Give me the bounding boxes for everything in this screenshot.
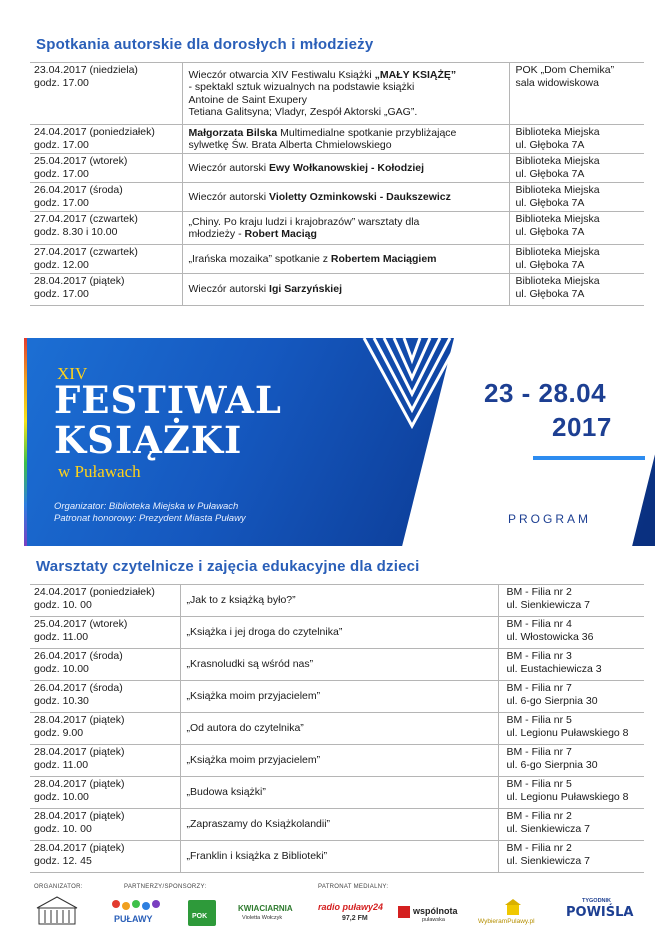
row-place-name: BM - Filia nr 2 — [506, 810, 572, 822]
row-description-line: „Książka moim przyjacielem” — [186, 754, 321, 767]
library-building-logo-icon — [34, 894, 80, 928]
row-date-cell — [30, 777, 180, 809]
row-place-name: POK „Dom Chemika” — [515, 64, 615, 76]
row-place-cell — [498, 713, 644, 745]
row-description-cell — [180, 681, 498, 713]
wybieram-pulawy-logo — [478, 898, 550, 930]
section-title-authors: Spotkania autorskie dla dorosłych i młodzieży — [36, 36, 374, 53]
row-time: godz. 9.00 — [34, 726, 84, 739]
row-place-address: ul. Legionu Puławskiego 8 — [506, 790, 629, 803]
row-date: 25.04.2017 (wtorek) — [34, 155, 128, 167]
row-place-address: ul. Głęboka 7A — [515, 287, 585, 300]
banner-title-line2: KSIĄŻKI — [54, 418, 243, 462]
table-row — [30, 125, 644, 154]
row-description-cell — [180, 649, 498, 681]
row-description-bold: Violetty Ozminkowski - Daukszewicz — [269, 190, 451, 203]
footer-label-partners: PARTNERZY/SPONSORZY: — [124, 884, 207, 890]
tygodnik-logo-text: TYGODNIK — [582, 898, 612, 904]
row-place-address: ul. 6-go Sierpnia 30 — [506, 758, 598, 771]
row-place-cell — [509, 212, 644, 245]
row-description-line: Małgorzata Bilska Multimedialne spotkanie przybliżające — [188, 126, 457, 139]
row-place-name: Biblioteka Miejska — [515, 126, 600, 138]
kwiaciarnia-logo-text: KWIACIARNIA — [238, 904, 293, 913]
wspolnota-logo — [398, 904, 464, 926]
row-date: 28.04.2017 (piątek) — [34, 746, 125, 758]
row-description-line: „Książka moim przyjacielem” — [186, 690, 321, 703]
row-description-line: „Chiny. Po kraju ludzi i krajobrazów” warsztaty dla — [188, 215, 420, 228]
row-date: 28.04.2017 (piątek) — [34, 714, 125, 726]
row-description-line: Wieczór autorski Igi Sarzyńskiej — [188, 283, 342, 296]
authors-schedule-table — [30, 62, 644, 306]
banner-edition: XIV — [57, 364, 88, 383]
row-time: godz. 17.00 — [34, 76, 89, 89]
row-place-address: ul. Głęboka 7A — [515, 258, 585, 271]
row-description-cell — [182, 274, 509, 306]
table-row — [30, 245, 644, 274]
pulawy-figures-icon — [108, 898, 164, 914]
row-place-name: BM - Filia nr 3 — [506, 650, 572, 662]
table-row — [30, 841, 644, 873]
row-date: 26.04.2017 (środa) — [34, 650, 123, 662]
row-date-cell — [30, 649, 180, 681]
row-date: 28.04.2017 (piątek) — [34, 810, 125, 822]
row-place-name: BM - Filia nr 2 — [506, 842, 572, 854]
row-date-cell — [30, 63, 182, 125]
row-description-line: „Jak to z książką było?” — [186, 594, 296, 607]
table-row — [30, 649, 644, 681]
row-time: godz. 17.00 — [34, 287, 89, 300]
row-description-bold: Ewy Wołkanowskiej - Kołodziej — [269, 161, 425, 174]
wspolnota-mark-icon — [398, 906, 410, 918]
row-time: godz. 12. 45 — [34, 854, 92, 867]
row-description-line: - spektakl sztuk wizualnych na podstawie książki — [188, 81, 415, 93]
banner-title-line1: FESTIWAL — [54, 378, 282, 422]
row-place-address: ul. Głęboka 7A — [515, 196, 585, 209]
row-description-bold: Robertem Maciągiem — [330, 252, 437, 265]
row-place-name: Biblioteka Miejska — [515, 275, 600, 287]
row-description-cell — [182, 63, 509, 125]
row-description-cell — [180, 617, 498, 649]
row-description-cell — [180, 777, 498, 809]
wspolnota-logo-text: wspólnota — [413, 906, 458, 916]
row-date-cell — [30, 617, 180, 649]
workshops-schedule-table — [30, 584, 644, 873]
row-date: 28.04.2017 (piątek) — [34, 842, 125, 854]
row-place-address: ul. Sienkiewicza 7 — [506, 854, 590, 867]
row-description-cell — [180, 713, 498, 745]
table-row — [30, 777, 644, 809]
row-description-line: „Irańska mozaika” spotkanie z Robertem Maciągiem — [188, 252, 437, 265]
row-time: godz. 8.30 i 10.00 — [34, 225, 118, 238]
table-row — [30, 183, 644, 212]
row-date-cell — [30, 841, 180, 873]
row-place-cell — [498, 777, 644, 809]
section-title-workshops: Warsztaty czytelnicze i zajęcia edukacyjne dla dzieci — [36, 558, 420, 575]
row-description-line: „Franklin i książka z Biblioteki” — [186, 850, 328, 863]
row-description-cell — [180, 809, 498, 841]
row-place-name: Biblioteka Miejska — [515, 246, 600, 258]
row-place-name: BM - Filia nr 2 — [506, 586, 572, 598]
row-date-cell — [30, 183, 182, 212]
table-row — [30, 154, 644, 183]
row-date-cell — [30, 245, 182, 274]
row-description-bold: „MAŁY KSIĄŻĘ” — [374, 68, 457, 81]
table-row — [30, 212, 644, 245]
row-place-name: BM - Filia nr 7 — [506, 746, 572, 758]
row-place-address: ul. Głęboka 7A — [515, 138, 585, 151]
row-date-cell — [30, 745, 180, 777]
banner-patron: Patronat honorowy: Prezydent Miasta Puławy — [54, 513, 246, 524]
row-place-address: ul. Głęboka 7A — [515, 167, 585, 180]
table-row — [30, 681, 644, 713]
row-description-cell — [182, 245, 509, 274]
row-description-line: Antoine de Saint Exupery — [188, 93, 307, 106]
table-row — [30, 274, 644, 306]
wybieram-logo-text: WybieramPulawy.pl — [478, 918, 535, 925]
row-date-cell — [30, 585, 180, 617]
row-date-cell — [30, 274, 182, 306]
banner-dates: 23 - 28.04 — [484, 378, 607, 408]
row-date: 28.04.2017 (piątek) — [34, 778, 125, 790]
banner-accent-line — [533, 456, 645, 460]
banner-rainbow-stripe — [24, 338, 27, 546]
row-description-cell — [182, 125, 509, 154]
banner-year: 2017 — [552, 412, 612, 442]
radio-logo-freq: 97,2 FM — [342, 915, 368, 922]
row-place-cell — [509, 245, 644, 274]
row-time: godz. 10.00 — [34, 790, 89, 803]
row-description-line: „Od autora do czytelnika” — [186, 722, 304, 735]
row-place-address: ul. 6-go Sierpnia 30 — [506, 694, 598, 707]
row-place-name: Biblioteka Miejska — [515, 213, 600, 225]
row-time: godz. 10. 00 — [34, 598, 92, 611]
row-time: godz. 10. 00 — [34, 822, 92, 835]
row-place-name: BM - Filia nr 4 — [506, 618, 572, 630]
pulawy-logo-text: PUŁAWY — [114, 914, 153, 924]
row-place-cell — [509, 183, 644, 212]
wybieram-building-icon — [504, 898, 522, 916]
radio-pulawy-logo — [318, 900, 384, 930]
row-place-cell — [498, 585, 644, 617]
pok-logo — [188, 900, 216, 926]
table-row — [30, 809, 644, 841]
chevron-logo-icon — [362, 338, 462, 430]
table-row — [30, 617, 644, 649]
row-description-line: sylwetkę Św. Brata Alberta Chmielowskiego — [188, 139, 392, 151]
row-place-cell — [498, 745, 644, 777]
row-place-cell — [498, 841, 644, 873]
row-place-address: ul. Legionu Puławskiego 8 — [506, 726, 629, 739]
row-place-cell — [509, 125, 644, 154]
banner-organizer: Organizator: Biblioteka Miejska w Puławach — [54, 501, 239, 512]
row-description-bold: Małgorzata Bilska — [188, 126, 278, 139]
kwiaciarnia-logo — [238, 904, 302, 926]
row-description-cell — [182, 154, 509, 183]
kwiaciarnia-logo-sub: Violetta Wołczyk — [242, 915, 283, 921]
row-place-cell — [498, 681, 644, 713]
row-place-name: BM - Filia nr 5 — [506, 778, 572, 790]
banner-subtitle: w Puławach — [58, 462, 141, 481]
row-place-address: ul. Głęboka 7A — [515, 225, 585, 238]
row-time: godz. 17.00 — [34, 138, 89, 151]
row-place-name: BM - Filia nr 7 — [506, 682, 572, 694]
pok-logo-text: POK — [192, 913, 208, 920]
row-time: godz. 12.00 — [34, 258, 89, 271]
row-description-line: Wieczór autorski Ewy Wołkanowskiej - Kołodziej — [188, 161, 425, 174]
pulawy-logo — [108, 898, 164, 928]
powisla-logo-text: POWIŚLA — [566, 905, 634, 920]
row-date-cell — [30, 681, 180, 713]
row-description-line: „Krasnoludki są wśród nas” — [186, 658, 314, 671]
table-row — [30, 63, 644, 125]
row-place-cell — [509, 274, 644, 306]
row-date-cell — [30, 154, 182, 183]
row-description-cell — [182, 183, 509, 212]
row-date-cell — [30, 713, 180, 745]
row-date-cell — [30, 212, 182, 245]
row-place-name: Biblioteka Miejska — [515, 184, 600, 196]
row-time: godz. 17.00 — [34, 196, 89, 209]
row-time: godz. 11.00 — [34, 758, 89, 771]
row-date: 27.04.2017 (czwartek) — [34, 246, 138, 258]
radio-logo-text: radio puławy24 — [318, 902, 384, 912]
row-place-cell — [498, 649, 644, 681]
table-row — [30, 745, 644, 777]
row-place-address: ul. Sienkiewicza 7 — [506, 598, 590, 611]
row-date: 24.04.2017 (poniedziałek) — [34, 586, 155, 598]
row-description-line: Wieczór autorski Violetty Ozminkowski - Daukszewicz — [188, 190, 451, 203]
row-description-line: Tetiana Galitsyna; Vladyr, Zespół Aktorski „GAG”. — [188, 106, 418, 118]
row-description-bold: Robert Maciąg — [244, 228, 317, 240]
row-place-name: Biblioteka Miejska — [515, 155, 600, 167]
row-place-cell — [498, 809, 644, 841]
row-description-cell — [180, 745, 498, 777]
row-place-address: ul. Włostowicka 36 — [506, 630, 594, 643]
wspolnota-logo-sub: puławska — [422, 917, 445, 923]
table-row — [30, 585, 644, 617]
row-date: 27.04.2017 (czwartek) — [34, 213, 138, 225]
footer-label-media: PATRONAT MEDIALNY: — [318, 884, 389, 890]
row-date: 28.04.2017 (piątek) — [34, 275, 125, 287]
row-time: godz. 10.00 — [34, 662, 89, 675]
row-description-line: „Zapraszamy do Książkolandii” — [186, 818, 331, 831]
row-description-cell — [180, 841, 498, 873]
row-date: 26.04.2017 (środa) — [34, 682, 123, 694]
row-time: godz. 10.30 — [34, 694, 89, 707]
row-place-name: BM - Filia nr 5 — [506, 714, 572, 726]
row-date: 23.04.2017 (niedziela) — [34, 64, 138, 76]
row-date: 25.04.2017 (wtorek) — [34, 618, 128, 630]
festival-banner — [24, 338, 655, 546]
row-description-line: Wieczór otwarcia XIV Festiwalu Książki „MAŁY KSIĄŻĘ” — [188, 68, 457, 81]
row-place-cell — [509, 154, 644, 183]
row-date-cell — [30, 809, 180, 841]
row-place-address: ul. Eustachiewicza 3 — [506, 662, 602, 675]
tygodnik-powisla-logo — [566, 898, 634, 928]
row-description-bold: Igi Sarzyńskiej — [269, 283, 342, 296]
table-row — [30, 713, 644, 745]
row-place-cell — [509, 63, 644, 125]
row-description-cell — [180, 585, 498, 617]
row-time: godz. 11.00 — [34, 630, 89, 643]
row-description-line: młodzieży - Robert Maciąg — [188, 228, 317, 240]
banner-program: PROGRAM — [508, 512, 592, 526]
row-place-address: ul. Sienkiewicza 7 — [506, 822, 590, 835]
row-date: 26.04.2017 (środa) — [34, 184, 123, 196]
row-date-cell — [30, 125, 182, 154]
row-description-cell — [182, 212, 509, 245]
row-description-line: „Budowa książki” — [186, 786, 266, 799]
row-time: godz. 17.00 — [34, 167, 89, 180]
row-date: 24.04.2017 (poniedziałek) — [34, 126, 155, 138]
footer-label-organizer: ORGANIZATOR: — [34, 884, 83, 890]
row-place-address: sala widowiskowa — [515, 76, 599, 89]
row-description-line: „Książka i jej droga do czytelnika” — [186, 626, 343, 639]
row-place-cell — [498, 617, 644, 649]
